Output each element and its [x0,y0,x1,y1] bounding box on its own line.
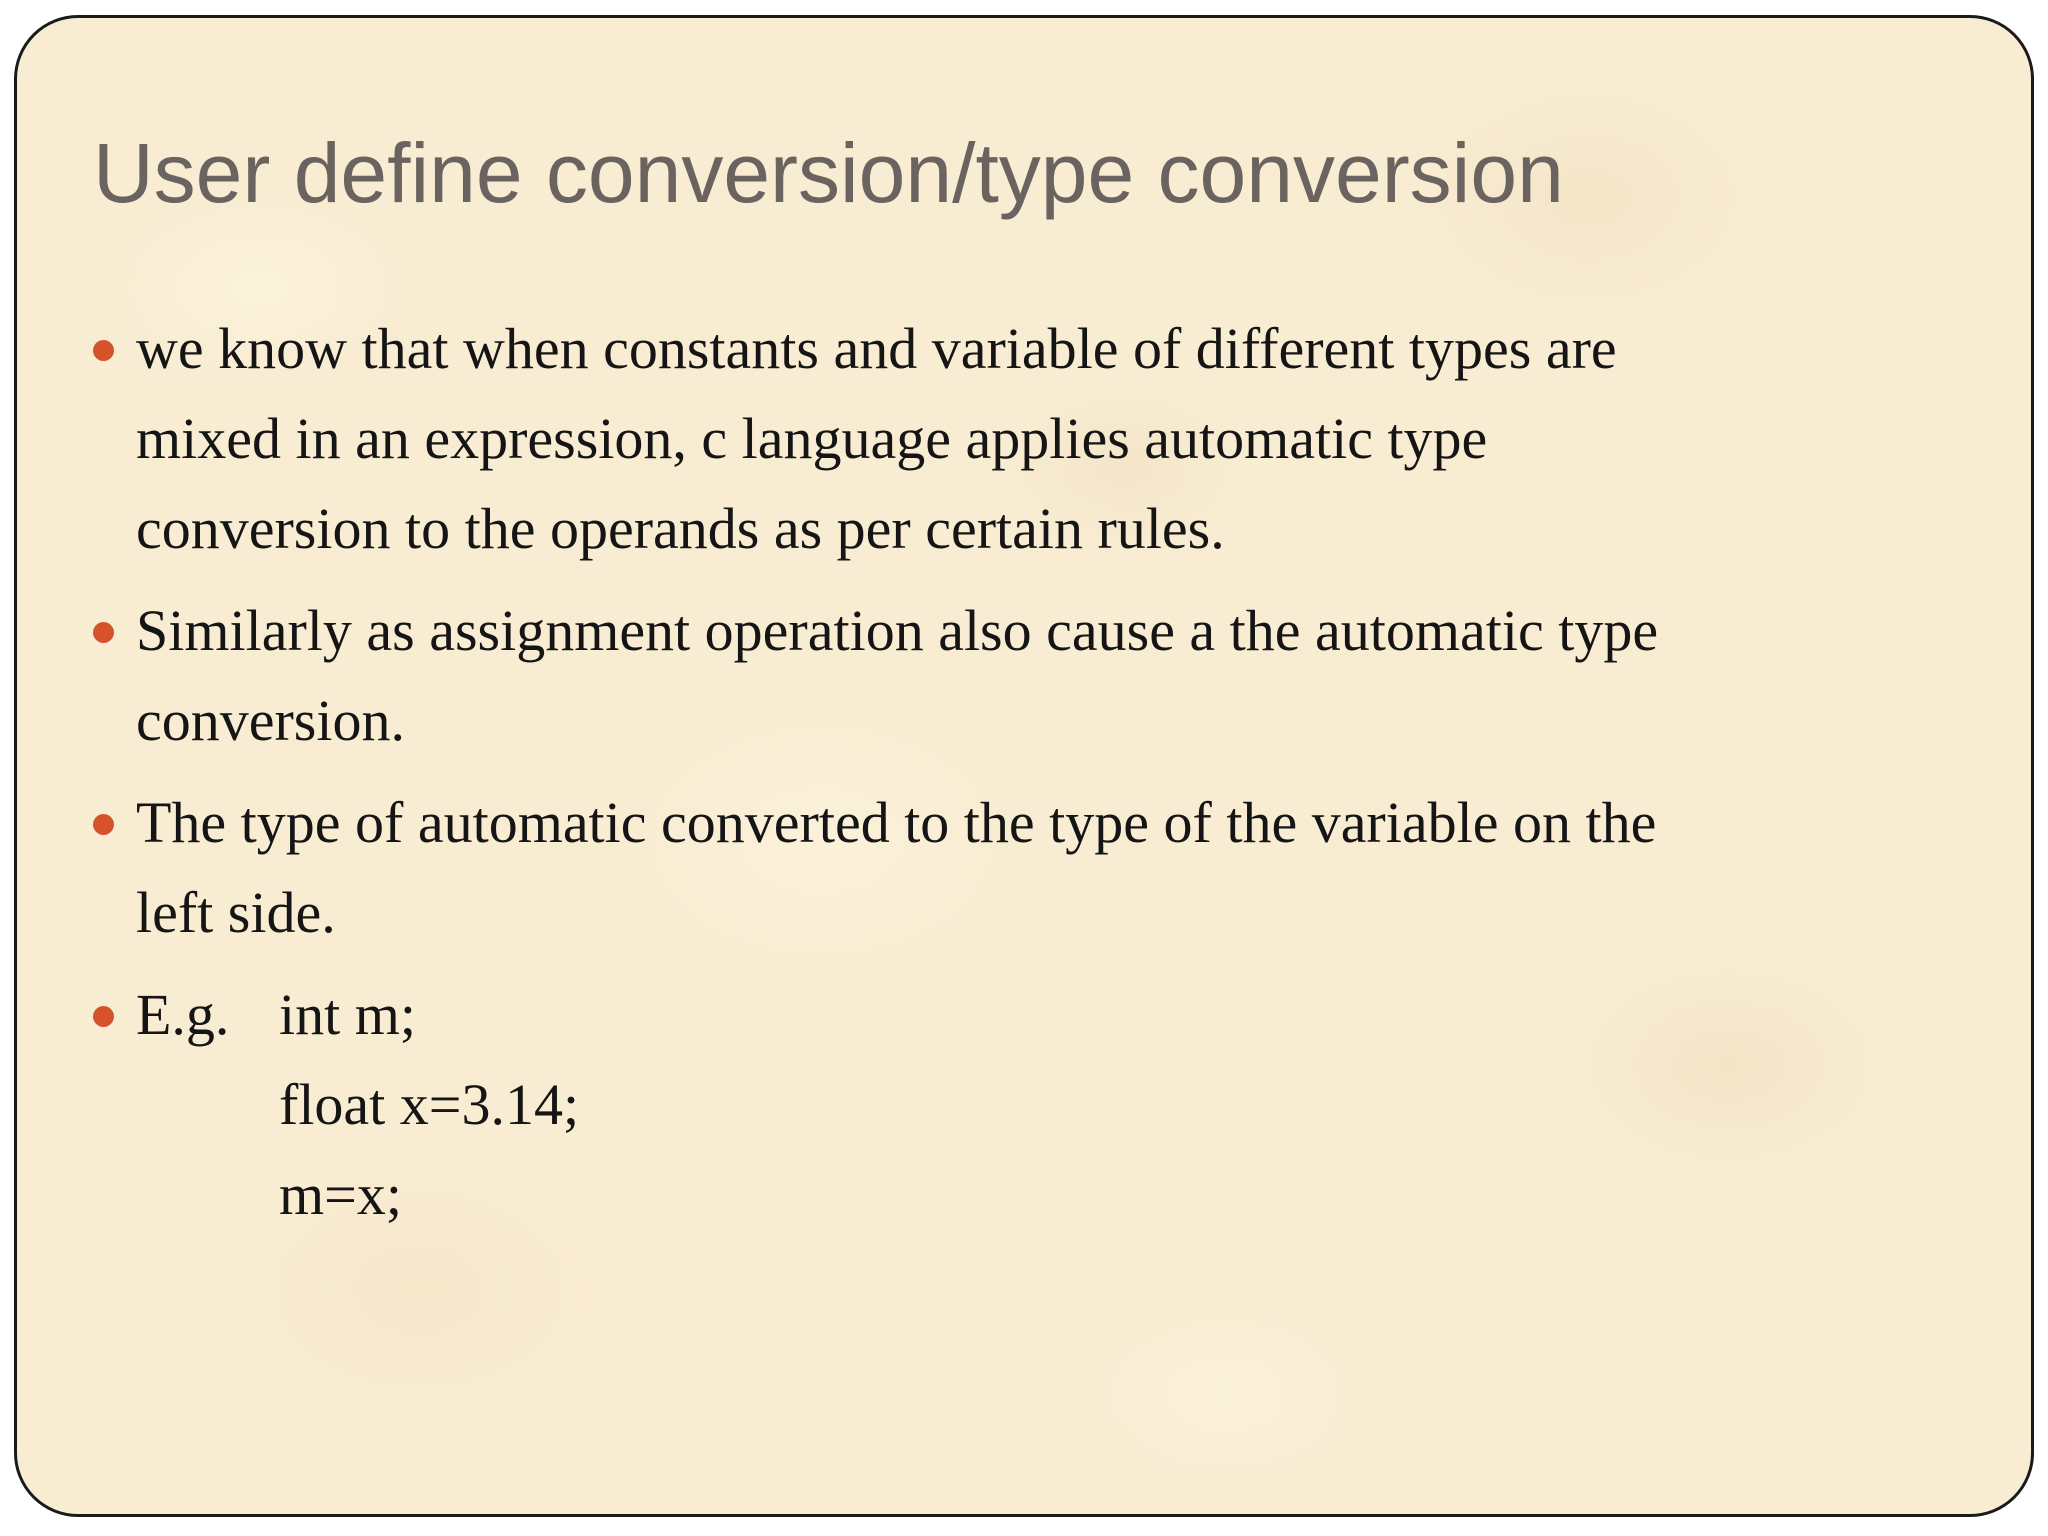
bullet-item [17,778,2031,958]
bullet-line: conversion to the operands as per certain rules. [136,496,1225,561]
bullet-dot-icon [93,1006,114,1027]
bullet-list [17,304,2031,1252]
bullet-line: conversion. [136,688,405,753]
bullet-line: mixed in an expression, c language applies automatic type [136,406,1488,471]
bullet-line: Similarly as assignment operation also cause a the automatic type [136,598,1659,663]
bullet-item [17,586,2031,766]
bullet-item [17,304,2031,574]
code-row [136,1150,1991,1240]
code-row [136,970,1991,1060]
slide [14,15,2034,1517]
bullet-dot-icon [93,340,114,361]
example-label: E.g. [136,982,230,1047]
bullet-line: The type of automatic converted to the type of the variable on the [136,790,1657,855]
code-row [136,1060,1991,1150]
bullet-dot-icon [93,622,114,643]
code-line: float x=3.14; [279,1072,580,1137]
code-line: int m; [279,982,416,1047]
bullet-line: we know that when constants and variable of different types are [136,316,1617,381]
bullet-line: left side. [136,880,336,945]
code-line: m=x; [279,1162,402,1227]
slide-title: User define conversion/type conversion [93,126,1564,220]
example-bullet [17,970,2031,1240]
bullet-dot-icon [93,814,114,835]
